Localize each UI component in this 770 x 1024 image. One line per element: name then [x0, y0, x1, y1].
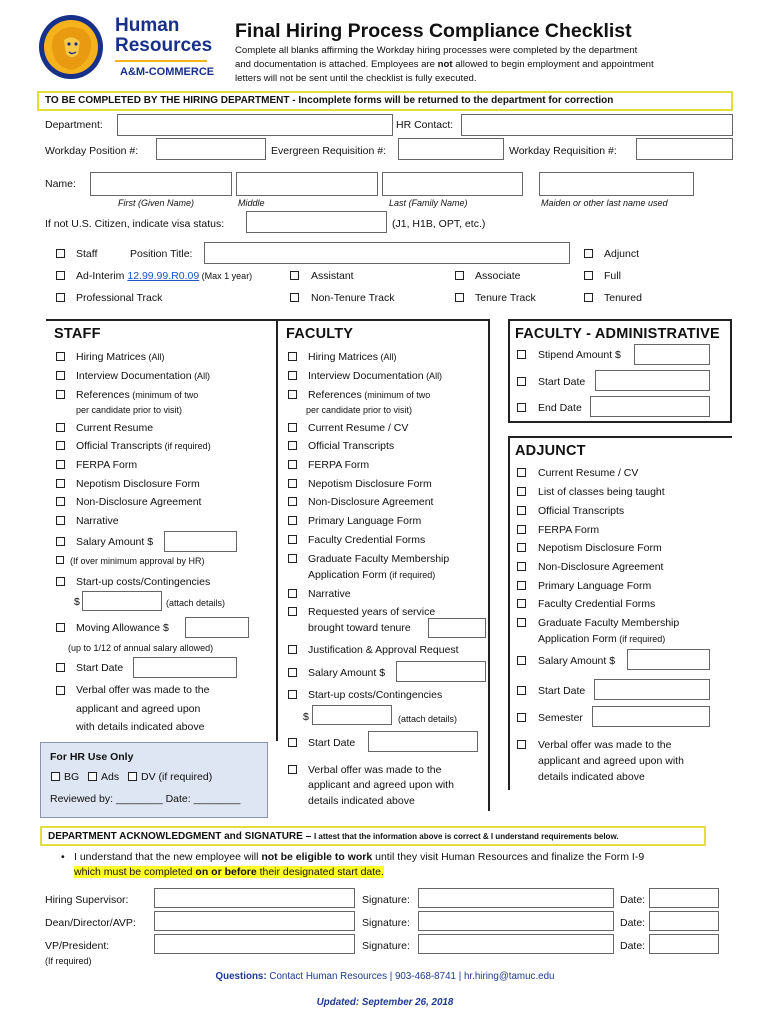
adjunct-verbal-checkbox[interactable]: [517, 740, 526, 749]
faculty-graduate-checkbox[interactable]: [288, 554, 297, 563]
logo-line1: Human: [115, 15, 180, 36]
staff-salary-approval-checkbox[interactable]: [56, 556, 64, 564]
last-name-field[interactable]: [382, 172, 523, 196]
faculty-years-field[interactable]: [428, 618, 486, 638]
adjunct-verbal-line2: applicant and agreed upon with: [538, 755, 684, 767]
faculty-start-date-checkbox[interactable]: [288, 738, 297, 747]
intro-line-2: and documentation is attached. Employees are not allowed to begin employment and appointment: [235, 59, 654, 70]
faculty-startup-checkbox[interactable]: [288, 690, 297, 699]
faculty-graduate-line2: Application Form (if required): [308, 569, 436, 581]
staff-nda-checkbox[interactable]: [56, 497, 65, 506]
staff-interview-checkbox[interactable]: [56, 371, 65, 380]
position-title-label: Position Title:: [130, 248, 193, 260]
staff-transcripts-checkbox[interactable]: [56, 441, 65, 450]
staff-salary-field[interactable]: [164, 531, 237, 552]
logo-divider: [115, 60, 207, 62]
staff-verbal-line3: with details indicated above: [76, 721, 205, 733]
full-label: Full: [604, 270, 621, 282]
staff-nda-label: Non-Disclosure Agreement: [76, 496, 202, 508]
tenured-label: Tenured: [604, 292, 642, 304]
maiden-name-field[interactable]: [539, 172, 694, 196]
faculty-salary-field[interactable]: [396, 661, 486, 682]
staff-start-date-field[interactable]: [133, 657, 237, 678]
adjunct-credential-label: Faculty Credential Forms: [538, 598, 656, 610]
first-name-field[interactable]: [90, 172, 232, 196]
adjunct-nda-checkbox[interactable]: [517, 562, 526, 571]
vp-date-label: Date:: [620, 940, 646, 952]
ads-checkbox[interactable]: [88, 772, 97, 781]
i9-statement-line2: which must be completed on or before their designated start date.: [74, 866, 384, 878]
adjunct-nepotism-label: Nepotism Disclosure Form: [538, 542, 662, 554]
faculty-startup-label: Start-up costs/Contingencies: [308, 689, 443, 701]
header-intro: [235, 44, 735, 86]
adjunct-graduate-line2: Application Form (if required): [538, 633, 666, 645]
hiring-supervisor-label: Hiring Supervisor:: [45, 894, 129, 906]
adjunct-heading: ADJUNCT: [515, 443, 586, 459]
staff-checkbox[interactable]: [56, 249, 65, 258]
staff-moving-note: (up to 1/12 of annual salary allowed): [68, 643, 214, 653]
faculty-interview-checkbox[interactable]: [288, 371, 297, 380]
staff-moving-checkbox[interactable]: [56, 623, 65, 632]
visa-hint: (J1, H1B, OPT, etc.): [392, 218, 486, 230]
stipend-checkbox[interactable]: [517, 350, 526, 359]
logo-line3: A&M-COMMERCE: [120, 66, 215, 78]
staff-narrative-label: Narrative: [76, 515, 119, 527]
i9-statement-line1: I understand that the new employee will not be eligible to work until they visit Human Resources and finalize the Form I-9: [74, 851, 645, 863]
staff-hiring-checkbox[interactable]: [56, 352, 65, 361]
workday-position-field[interactable]: [156, 138, 266, 160]
faculty-admin-heading: FACULTY - ADMINISTRATIVE: [515, 326, 720, 342]
supervisor-signature-field[interactable]: [418, 888, 614, 908]
bg-label: BG: [64, 771, 80, 783]
adjunct-language-checkbox[interactable]: [517, 581, 526, 590]
staff-ferpa-label: FERPA Form: [76, 459, 138, 471]
dean-date-field[interactable]: [649, 911, 719, 931]
staff-verbal-checkbox[interactable]: [56, 686, 65, 695]
hr-contact-field[interactable]: [461, 114, 733, 136]
staff-attach-note: (attach details): [166, 598, 226, 608]
assistant-label: Assistant: [311, 270, 354, 282]
position-title-field[interactable]: [204, 242, 570, 264]
admin-start-date-field[interactable]: [595, 370, 710, 391]
tenure-track-label: Tenure Track: [475, 292, 536, 304]
associate-label: Associate: [475, 270, 521, 282]
staff-heading: STAFF: [54, 326, 101, 342]
supervisor-signature-label: Signature:: [362, 894, 410, 906]
admin-start-date-label: Start Date: [538, 376, 586, 388]
adjunct-semester-checkbox[interactable]: [517, 713, 526, 722]
faculty-justification-label: Justification & Approval Request: [308, 644, 459, 656]
faculty-transcripts-label: Official Transcripts: [308, 440, 395, 452]
bullet-marker: •: [61, 851, 65, 863]
staff-moving-label: Moving Allowance $: [76, 622, 169, 634]
maiden-name-caption: Maiden or other last name used: [541, 198, 668, 208]
staff-hiring-label: Hiring Matrices (All): [76, 351, 165, 363]
faculty-salary-label: Salary Amount $: [308, 667, 386, 679]
adjunct-graduate-checkbox[interactable]: [517, 618, 526, 627]
middle-name-caption: Middle: [238, 198, 265, 208]
staff-start-date-checkbox[interactable]: [56, 663, 65, 672]
faculty-justification-checkbox[interactable]: [288, 645, 297, 654]
staff-narrative-checkbox[interactable]: [56, 516, 65, 525]
staff-resume-checkbox[interactable]: [56, 423, 65, 432]
adjunct-graduate-line1: Graduate Faculty Membership: [538, 617, 680, 629]
name-label: Name:: [45, 178, 76, 190]
professional-track-checkbox[interactable]: [56, 293, 65, 302]
evergreen-label: Evergreen Requisition #:: [271, 145, 386, 157]
page-title: Final Hiring Process Compliance Checklist: [235, 20, 632, 42]
staff-nepotism-checkbox[interactable]: [56, 479, 65, 488]
dean-date-label: Date:: [620, 917, 646, 929]
staff-verbal-line1: Verbal offer was made to the: [76, 684, 210, 696]
adjunct-resume-label: Current Resume / CV: [538, 467, 639, 479]
faculty-transcripts-checkbox[interactable]: [288, 441, 297, 450]
non-tenure-label: Non-Tenure Track: [311, 292, 395, 304]
adjunct-semester-field[interactable]: [592, 706, 710, 727]
faculty-ferpa-checkbox[interactable]: [288, 460, 297, 469]
dean-field[interactable]: [154, 911, 355, 931]
dv-checkbox[interactable]: [128, 772, 137, 781]
adjunct-verbal-line3: details indicated above: [538, 771, 645, 783]
ad-interim-checkbox[interactable]: [56, 271, 65, 280]
vp-field[interactable]: [154, 934, 355, 954]
staff-transcripts-label: Official Transcripts (if required): [76, 440, 211, 452]
faculty-attach-note: (attach details): [398, 714, 458, 724]
ads-label: Ads: [101, 771, 120, 783]
staff-nepotism-label: Nepotism Disclosure Form: [76, 478, 200, 490]
faculty-references-checkbox[interactable]: [288, 390, 297, 399]
lion-icon: [36, 14, 106, 80]
evergreen-field[interactable]: [398, 138, 504, 160]
staff-references-note: per candidate prior to visit): [76, 405, 183, 415]
logo: [36, 14, 216, 80]
adjunct-salary-checkbox[interactable]: [517, 656, 526, 665]
faculty-language-label: Primary Language Form: [308, 515, 422, 527]
faculty-credential-checkbox[interactable]: [288, 535, 297, 544]
faculty-verbal-line1: Verbal offer was made to the: [308, 764, 442, 776]
faculty-verbal-checkbox[interactable]: [288, 765, 297, 774]
adjunct-ferpa-label: FERPA Form: [538, 524, 600, 536]
acknowledgment-bar-text: DEPARTMENT ACKNOWLEDGMENT and SIGNATURE – I attest that the information above is correct & I understand requirements below.: [48, 831, 619, 842]
faculty-years-checkbox[interactable]: [288, 607, 297, 616]
policy-link[interactable]: 12.99.99.R0.09: [127, 270, 200, 282]
faculty-startup-field[interactable]: [312, 705, 392, 725]
hr-contact-label: HR Contact:: [396, 119, 454, 131]
faculty-references-note: per candidate prior to visit): [306, 405, 413, 415]
dv-label: DV (if required): [141, 771, 213, 783]
intro-line-3: letters will not be sent until the checklist is fully executed.: [235, 73, 477, 84]
adjunct-checkbox[interactable]: [584, 249, 593, 258]
faculty-narrative-label: Narrative: [308, 588, 351, 600]
adjunct-transcripts-checkbox[interactable]: [517, 506, 526, 515]
last-name-caption: Last (Family Name): [389, 198, 468, 208]
bg-checkbox[interactable]: [51, 772, 60, 781]
dean-signature-field[interactable]: [418, 911, 614, 931]
adjunct-start-date-field[interactable]: [594, 679, 710, 700]
department-bar: [37, 91, 733, 111]
faculty-resume-checkbox[interactable]: [288, 423, 297, 432]
faculty-resume-label: Current Resume / CV: [308, 422, 409, 434]
faculty-heading: FACULTY: [286, 326, 354, 342]
department-field[interactable]: [117, 114, 393, 136]
adjunct-credential-checkbox[interactable]: [517, 599, 526, 608]
supervisor-date-field[interactable]: [649, 888, 719, 908]
adjunct-classes-checkbox[interactable]: [517, 487, 526, 496]
hiring-supervisor-field[interactable]: [154, 888, 355, 908]
stipend-label: Stipend Amount $: [538, 349, 621, 361]
adjunct-nepotism-checkbox[interactable]: [517, 543, 526, 552]
faculty-verbal-line2: applicant and agreed upon with: [308, 779, 454, 791]
staff-references-checkbox[interactable]: [56, 390, 65, 399]
faculty-nepotism-checkbox[interactable]: [288, 479, 297, 488]
adjunct-verbal-line1: Verbal offer was made to the: [538, 739, 672, 751]
stipend-field[interactable]: [634, 344, 710, 365]
questions-footer: Questions: Contact Human Resources | 903-468-8741 | hr.hiring@tamuc.edu: [215, 971, 555, 982]
supervisor-date-label: Date:: [620, 894, 646, 906]
staff-start-date-label: Start Date: [76, 662, 124, 674]
faculty-nda-label: Non-Disclosure Agreement: [308, 496, 434, 508]
staff-startup-field[interactable]: [82, 591, 162, 611]
staff-moving-field[interactable]: [185, 617, 249, 638]
tenure-track-checkbox[interactable]: [455, 293, 464, 302]
faculty-years-line2: brought toward tenure: [308, 622, 411, 634]
faculty-verbal-line3: details indicated above: [308, 795, 415, 807]
faculty-interview-label: Interview Documentation (All): [308, 370, 443, 382]
staff-startup-dollar: $: [74, 596, 80, 608]
full-checkbox[interactable]: [584, 271, 593, 280]
adjunct-salary-label: Salary Amount $: [538, 655, 616, 667]
dean-signature-label: Signature:: [362, 917, 410, 929]
hr-use-title: For HR Use Only: [50, 751, 134, 763]
staff-resume-label: Current Resume: [76, 422, 154, 434]
adjunct-start-date-checkbox[interactable]: [517, 686, 526, 695]
staff-startup-label: Start-up costs/Contingencies: [76, 576, 211, 588]
admin-start-date-checkbox[interactable]: [517, 377, 526, 386]
faculty-narrative-checkbox[interactable]: [288, 589, 297, 598]
middle-name-field[interactable]: [236, 172, 378, 196]
faculty-hiring-label: Hiring Matrices (All): [308, 351, 397, 363]
staff-salary-note: (If over minimum approval by HR): [70, 556, 205, 566]
workday-position-label: Workday Position #:: [45, 145, 139, 157]
staff-references-label: References (minimum of two: [76, 389, 199, 401]
acknowledgment-bar: [40, 826, 706, 846]
adjunct-start-date-label: Start Date: [538, 685, 586, 697]
faculty-nda-checkbox[interactable]: [288, 497, 297, 506]
first-name-caption: First (Given Name): [118, 198, 195, 208]
adjunct-ferpa-checkbox[interactable]: [517, 525, 526, 534]
adjunct-nda-label: Non-Disclosure Agreement: [538, 561, 664, 573]
adjunct-language-label: Primary Language Form: [538, 580, 652, 592]
non-tenure-checkbox[interactable]: [290, 293, 299, 302]
vp-signature-label: Signature:: [362, 940, 410, 952]
staff-verbal-line2: applicant and agreed upon: [76, 703, 201, 715]
department-label: Department:: [45, 119, 103, 131]
admin-end-date-checkbox[interactable]: [517, 403, 526, 412]
admin-end-date-label: End Date: [538, 402, 582, 414]
associate-checkbox[interactable]: [455, 271, 464, 280]
vp-label: VP/President:: [45, 940, 110, 952]
faculty-startup-dollar: $: [303, 711, 309, 723]
department-bar-text: TO BE COMPLETED BY THE HIRING DEPARTMENT - Incomplete forms will be returned to the department for correction: [45, 95, 614, 106]
adjunct-semester-label: Semester: [538, 712, 583, 724]
faculty-start-date-label: Start Date: [308, 737, 356, 749]
adjunct-resume-checkbox[interactable]: [517, 468, 526, 477]
visa-label: If not U.S. Citizen, indicate visa status:: [45, 218, 225, 230]
adjunct-transcripts-label: Official Transcripts: [538, 505, 625, 517]
faculty-hiring-checkbox[interactable]: [288, 352, 297, 361]
admin-end-date-field[interactable]: [590, 396, 710, 417]
faculty-references-label: References (minimum of two: [308, 389, 431, 401]
if-required-note: (If required): [45, 956, 92, 966]
faculty-start-date-field[interactable]: [368, 731, 478, 752]
adjunct-label: Adjunct: [604, 248, 640, 260]
ad-interim-label: Ad-Interim 12.99.99.R0.09 (Max 1 year): [76, 270, 253, 282]
adjunct-classes-label: List of classes being taught: [538, 486, 665, 498]
staff-label: Staff: [76, 248, 98, 260]
assistant-checkbox[interactable]: [290, 271, 299, 280]
hr-use-only-box: [40, 742, 268, 818]
faculty-ferpa-label: FERPA Form: [308, 459, 370, 471]
staff-startup-checkbox[interactable]: [56, 577, 65, 586]
intro-line-1: Complete all blanks affirming the Workday hiring processes were completed by the department: [235, 45, 638, 56]
visa-field[interactable]: [246, 211, 387, 233]
staff-salary-checkbox[interactable]: [56, 537, 65, 546]
vp-signature-field[interactable]: [418, 934, 614, 954]
faculty-years-line1: Requested years of service: [308, 606, 436, 618]
workday-req-field[interactable]: [636, 138, 733, 160]
faculty-nepotism-label: Nepotism Disclosure Form: [308, 478, 432, 490]
faculty-graduate-line1: Graduate Faculty Membership: [308, 553, 450, 565]
adjunct-salary-field[interactable]: [627, 649, 710, 670]
staff-ferpa-checkbox[interactable]: [56, 460, 65, 469]
faculty-language-checkbox[interactable]: [288, 516, 297, 525]
vp-date-field[interactable]: [649, 934, 719, 954]
staff-salary-label: Salary Amount $: [76, 536, 154, 548]
reviewed-by: Reviewed by: ________ Date: ________: [50, 793, 241, 805]
updated-date: Updated: September 26, 2018: [316, 997, 454, 1008]
faculty-credential-label: Faculty Credential Forms: [308, 534, 426, 546]
faculty-salary-checkbox[interactable]: [288, 668, 297, 677]
tenured-checkbox[interactable]: [584, 293, 593, 302]
professional-track-label: Professional Track: [76, 292, 163, 304]
staff-interview-label: Interview Documentation (All): [76, 370, 211, 382]
workday-req-label: Workday Requisition #:: [509, 145, 617, 157]
dean-label: Dean/Director/AVP:: [45, 917, 136, 929]
logo-line2: Resources: [115, 35, 213, 56]
